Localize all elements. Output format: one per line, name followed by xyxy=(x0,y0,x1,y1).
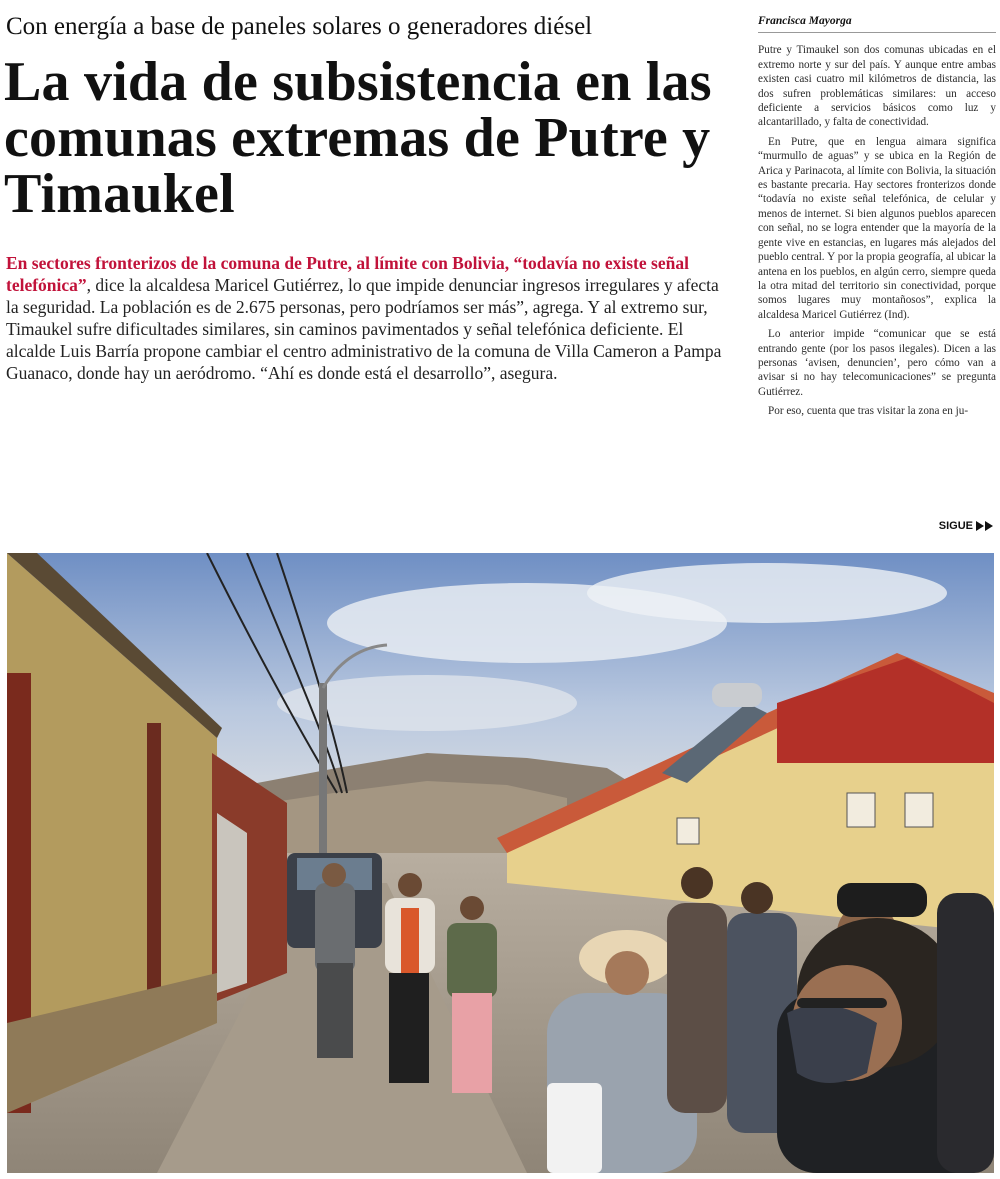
article-photo xyxy=(7,553,994,1173)
sidebar-paragraph: En Putre, que en lengua aimara significa “murmullo de aguas” y se ubica en la Región de Arica y Parinacota, al límite con Bolivia, la situación es bastante precaria. Hay sectores fronterizos donde “todavía no existe señal telefónica, de celular y menos de internet. Si bien algunos pueblos aparecen con señal, no se logra entender que la mayoría de la gente vive en estancias, en lugares más alejados del pueblo central. Y por la propia geografía, al ubicar la antena en los pueblos, en algún cerro, siempre queda la otra mitad del territorio sin conectividad, porque somos lugares muy montañosos”, explica la alcaldesa Maricel Gutiérrez (Ind). xyxy=(758,135,996,321)
article-lead xyxy=(6,252,726,384)
article-headline: La vida de subsistencia en las comunas extremas de Putre y Timaukel xyxy=(4,51,712,225)
double-play-arrow-icon xyxy=(976,521,994,531)
article-kicker: Con energía a base de paneles solares o generadores diésel xyxy=(6,13,593,40)
lead-text: , dice la alcaldesa Maricel Gutiérrez, lo que impide denunciar ingresos irregulares y afecta la seguridad. La población es de 2.675 personas, pero podríamos ser más”, agrega. Y al extremo sur, Timaukel sufre dificultades similares, sin caminos pavimentados y señal telefónica deficiente. El alcalde Luis Barría propone cambiar el centro administrativo de la comuna de Villa Cameron a Pampa Guanaco, donde hay un aeródromo. “Ahí es donde está el desarrollo”, asegura. xyxy=(6,275,722,383)
sidebar-column xyxy=(758,14,996,424)
sidebar-paragraph: Lo anterior impide “comunicar que se está entrando gente (por los pasos ilegales). Dicen a las personas ‘avisen, denuncien’, pero cómo van a avisar si no hay telecomunicaciones” se pregunta Gutiérrez. xyxy=(758,328,996,398)
lead-highlight: En sectores fronterizos de la comuna de Putre, al límite con Bolivia, “todavía no existe señal telefónica” xyxy=(6,253,689,295)
byline: Francisca Mayorga xyxy=(758,14,996,33)
street-group-photo xyxy=(7,553,994,1173)
continue-label: SIGUE xyxy=(938,520,973,532)
continue-link[interactable] xyxy=(939,520,994,532)
sidebar-paragraph: Por eso, cuenta que tras visitar la zona en ju- xyxy=(768,405,969,418)
sidebar-paragraph: Putre y Timaukel son dos comunas ubicadas en el extremo norte y sur del país. Y aunque entre ambas existen casi cuatro mil kilómetros de distancia, las dos sufren problemáticas similares: un acceso deficiente a servicios básicos como luz y alcantarillado, y falta de conectividad. xyxy=(758,44,996,129)
